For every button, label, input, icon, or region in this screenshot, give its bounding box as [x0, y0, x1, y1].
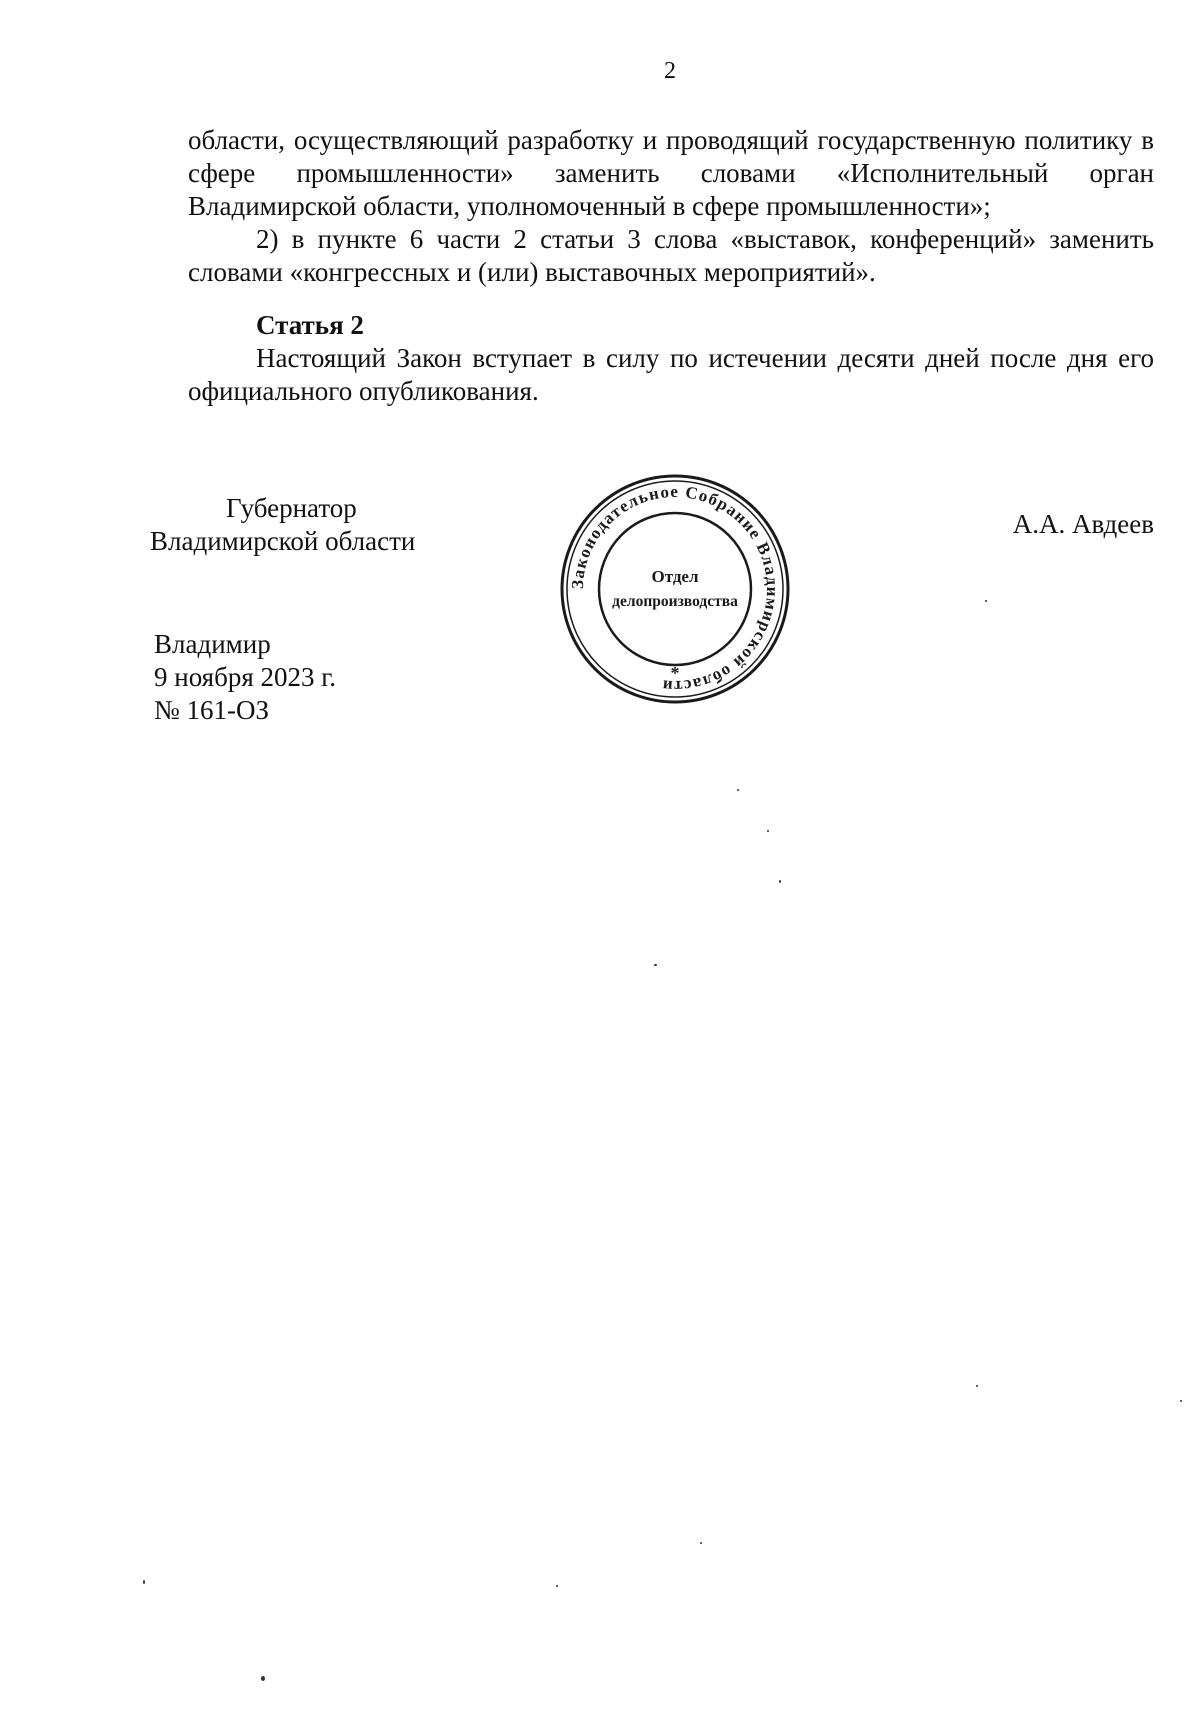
paragraph-2: 2) в пункте 6 части 2 статьи 3 слова «выставок, конференций» заменить словами «конгрессных и (или) выставочных мероприятий». — [188, 224, 1154, 287]
position-region: Владимирской области — [150, 526, 416, 556]
scan-speck — [1180, 1400, 1182, 1402]
place-date-number — [154, 628, 336, 727]
stamp-center-line1: Отдел — [651, 567, 699, 586]
position-title: Губернатор — [226, 493, 357, 523]
stamp-center-line2: делопроизводства — [612, 593, 738, 610]
stamp-inner-ring — [599, 513, 751, 665]
article-heading: Статья 2 — [256, 310, 364, 340]
scan-speck — [261, 1676, 265, 1681]
paragraph-3: Настоящий Закон вступает в силу по истечении десяти дней после дня его официального опубликования. — [188, 343, 1154, 406]
scan-speck — [654, 964, 657, 966]
city: Владимир — [154, 629, 271, 659]
scan-speck — [143, 1580, 145, 1584]
page-number: 2 — [664, 58, 676, 84]
paragraph-1: области, осуществляющий разработку и проводящий государственную политику в сфере промышленности» заменить словами «Исполнительный орган Владимирской области, уполномоченный в сфере промышленности»; — [188, 125, 1154, 221]
official-stamp — [558, 472, 792, 706]
stamp-star: * — [670, 663, 680, 683]
scan-speck — [767, 830, 769, 832]
scan-speck — [700, 1542, 702, 1544]
scan-speck — [976, 1385, 978, 1387]
scan-speck — [556, 1585, 558, 1587]
signing-date: 9 ноября 2023 г. — [154, 662, 337, 692]
stamp-ring-textpath: Законодательное Собрание Владимирской области — [567, 481, 783, 697]
scan-speck — [737, 789, 739, 791]
signatory-position — [150, 492, 450, 558]
document-body — [188, 124, 1154, 408]
law-number: № 161-ОЗ — [154, 695, 270, 725]
signatory-name: А.А. Авдеев — [1012, 509, 1154, 539]
scan-speck — [779, 880, 781, 883]
scan-speck — [985, 600, 987, 602]
